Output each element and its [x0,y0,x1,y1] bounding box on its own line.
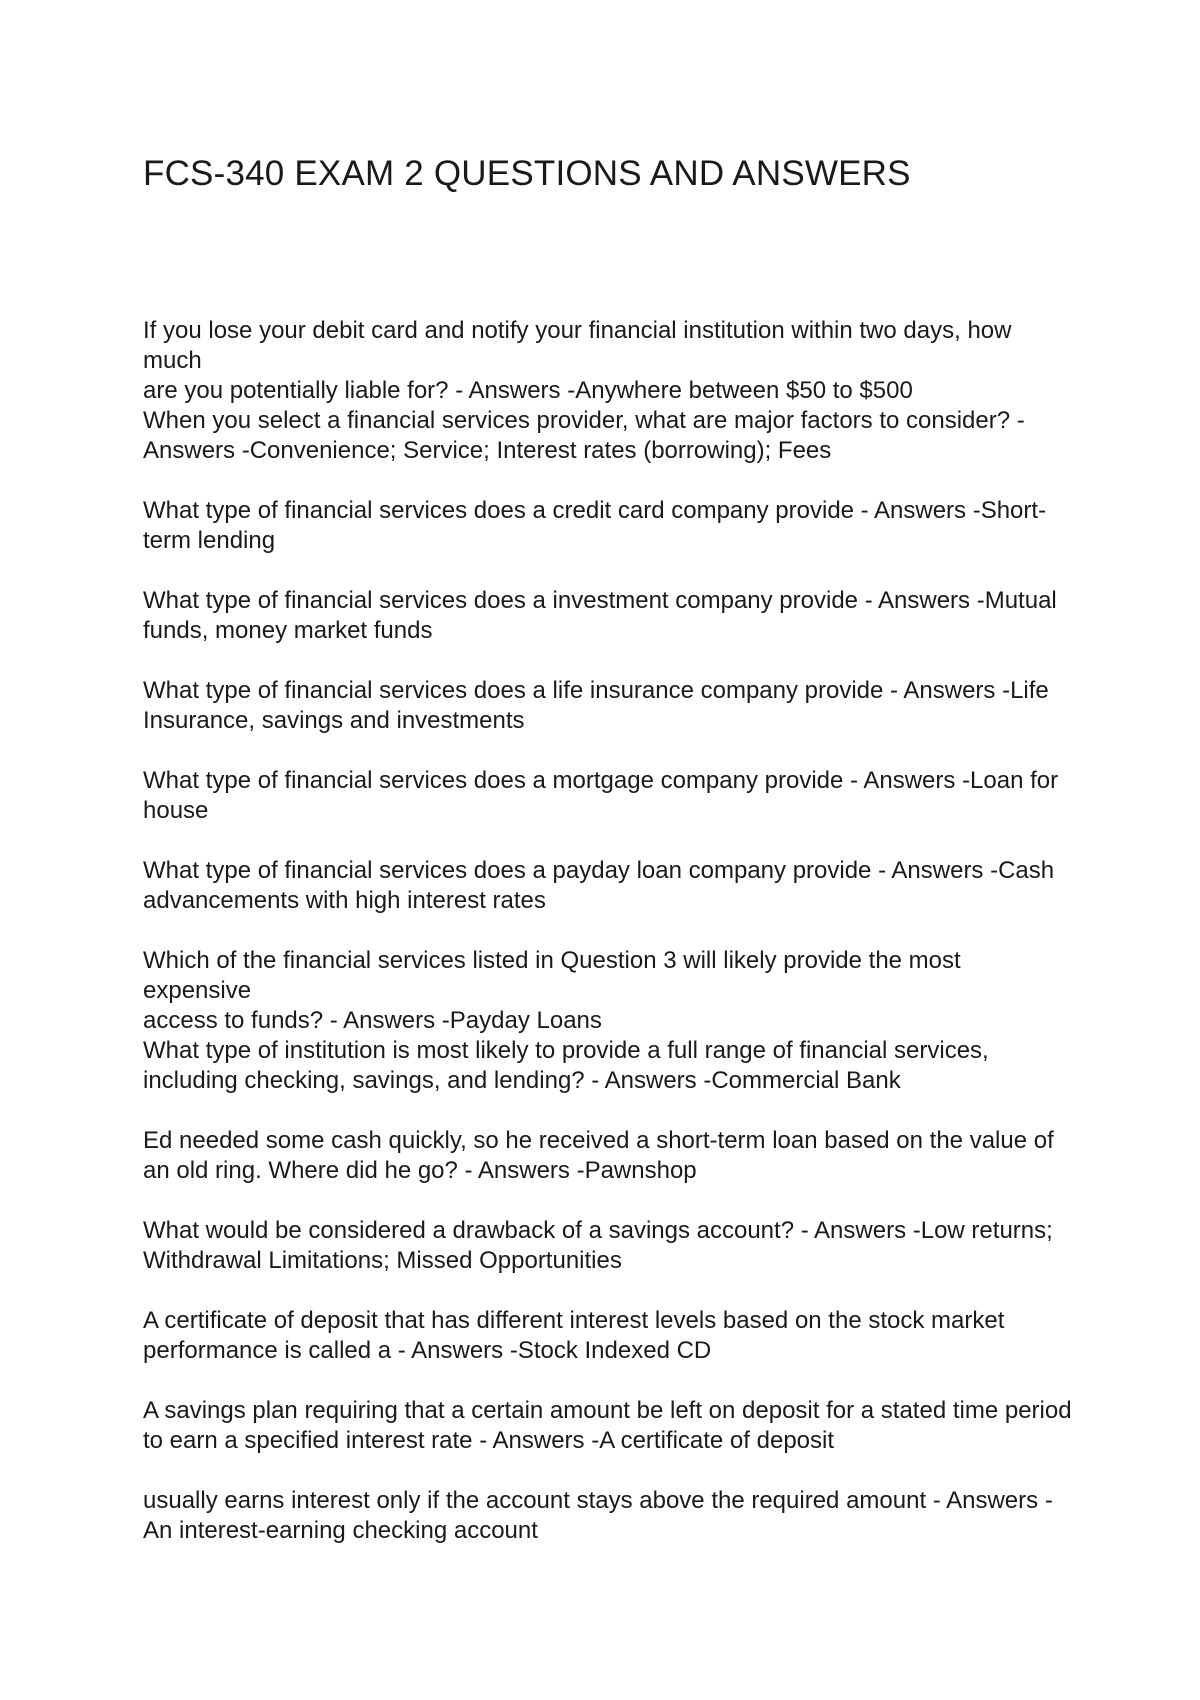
qa-item: Ed needed some cash quickly, so he received a short-term loan based on the value of an old ring. Where did he go? - Answers -Pawnshop [143,1127,1054,1184]
qa-item: What type of financial services does a life insurance company provide - Answers -Life Insurance, savings and investments [143,677,1049,734]
qa-item: A certificate of deposit that has different interest levels based on the stock market performance is called a - Answers -Stock Indexed CD [143,1307,1005,1364]
qa-item: What type of financial services does a mortgage company provide - Answers -Loan for house [143,767,1059,824]
qa-item: usually earns interest only if the account stays above the required amount - Answers - An interest-earning checking account [143,1487,1053,1544]
qa-item: Which of the financial services listed in Question 3 will likely provide the most expensive access to funds? - Answers -Payday Loans [143,947,961,1034]
qa-item: What type of financial services does a credit card company provide - Answers -Short- term lending [143,497,1047,554]
document-title: FCS-340 EXAM 2 QUESTIONS AND ANSWERS [143,154,911,193]
qa-item: What type of financial services does a investment company provide - Answers -Mutual funds, money market funds [143,587,1057,644]
qa-item: If you lose your debit card and notify your financial institution within two days, how much are you potentially liable for? - Answers -Anywhere between $50 to $500 [143,317,1012,404]
qa-item: A savings plan requiring that a certain amount be left on deposit for a stated time period to earn a specified interest rate - Answers -A certificate of deposit [143,1397,1072,1454]
qa-list [143,316,1073,1576]
qa-item: What type of financial services does a payday loan company provide - Answers -Cash advancements with high interest rates [143,857,1055,914]
qa-item: What would be considered a drawback of a savings account? - Answers -Low returns; Withdrawal Limitations; Missed Opportunities [143,1217,1053,1274]
qa-item: What type of institution is most likely to provide a full range of financial services, including checking, savings, and lending? - Answers -Commercial Bank [143,1037,989,1094]
qa-item: When you select a financial services provider, what are major factors to consider? - Answers -Convenience; Service; Interest rates (borrowing); Fees [143,407,1025,464]
